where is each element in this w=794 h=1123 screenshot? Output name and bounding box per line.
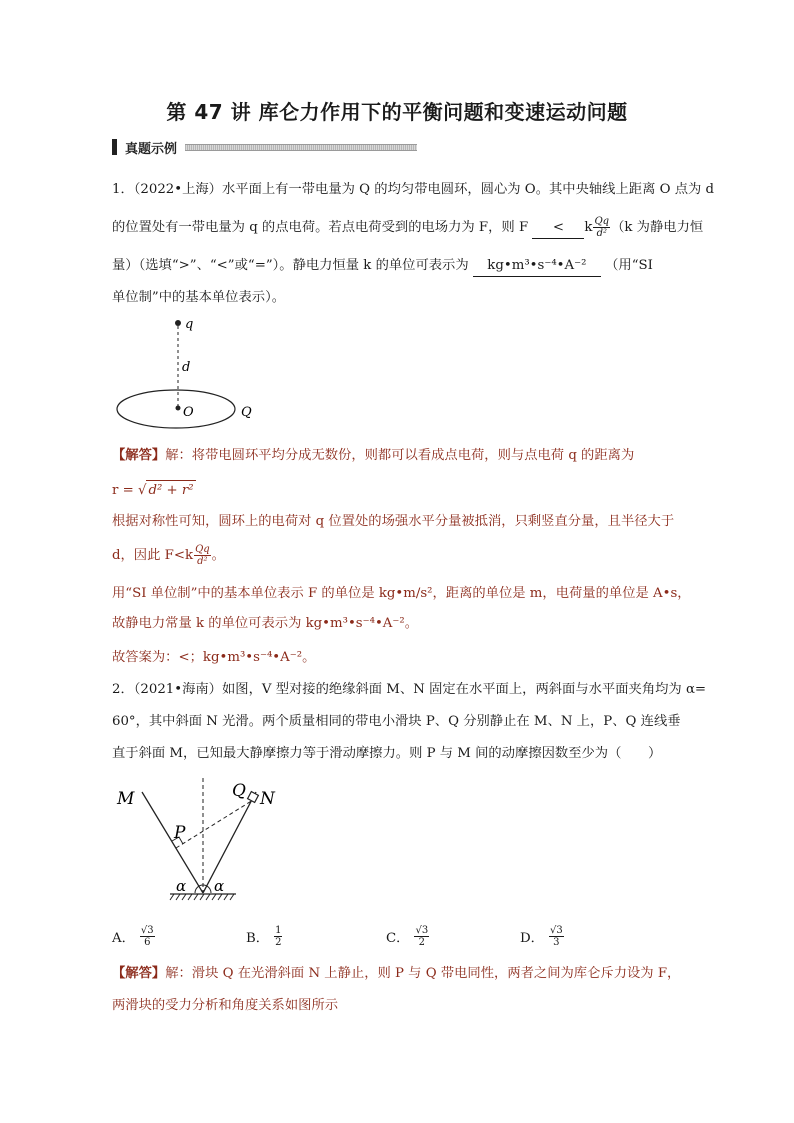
q1-answer-line-4 xyxy=(112,544,225,567)
q1-answer-r: r = xyxy=(112,483,134,498)
q2-option-A-num: √3 xyxy=(140,925,154,936)
q2-label-Q: Q xyxy=(232,781,246,801)
q1-line-3-a: 量）（选填“>”、“<”或“=”）。静电力恒量 k 的单位可表示为 xyxy=(112,258,469,273)
q1-label-Q: Q xyxy=(241,405,252,420)
q2-option-D-num: √3 xyxy=(549,925,563,936)
q2-option-D-label: D． xyxy=(520,931,544,946)
q2-incline-N xyxy=(203,792,256,893)
q1-center-point xyxy=(176,406,181,411)
section-rule xyxy=(185,144,417,151)
q1-k: k xyxy=(584,220,593,235)
q1-line-2-a: 的位置处有一带电量为 q 的点电荷。若点电荷受到的电场力为 F，则 F xyxy=(112,220,529,235)
q2-ground-hatch xyxy=(170,894,234,900)
q2-option-B-num: 1 xyxy=(275,925,282,936)
q2-option-A[interactable] xyxy=(112,925,156,948)
section-header xyxy=(112,138,417,156)
q2-answer-tag: 【解答】 xyxy=(112,966,166,981)
q1-answer-4b: 。 xyxy=(211,548,225,563)
q2-option-B[interactable] xyxy=(246,925,283,948)
q2-option-A-den: 6 xyxy=(144,937,151,948)
q2-block-Q xyxy=(248,792,259,803)
q2-option-D-value xyxy=(549,925,564,948)
q1-line-2-b: （k 为静电力恒 xyxy=(611,220,704,235)
q2-label-N: N xyxy=(260,789,275,809)
q1-answer-fraction xyxy=(194,544,211,567)
section-label: 真题示例 xyxy=(125,141,178,157)
q1-answer-1: 解：将带电圆环平均分成无数份，则都可以看成点电荷，则与点电荷 q 的距离为 xyxy=(165,448,635,463)
q2-line-1: 2．（2021•海南）如图，V 型对接的绝缘斜面 M、N 固定在水平面上，两斜面与水平面夹角均为 α= xyxy=(112,682,707,697)
q2-option-A-label: A． xyxy=(112,931,135,946)
q1-frac-num: Qq xyxy=(594,216,610,227)
section-bar xyxy=(112,139,117,155)
q2-option-D[interactable] xyxy=(520,925,565,948)
q2-option-A-value xyxy=(140,925,155,948)
q1-answer-4a: d，因此 F<k xyxy=(112,548,194,563)
q2-option-B-label: B． xyxy=(246,931,270,946)
q2-line-2: 60°，其中斜面 N 光滑。两个质量相同的带电小滑块 P、Q 分别静止在 M、N 上，P、Q 连线垂 xyxy=(112,714,681,729)
q1-answer-frac-den: d² xyxy=(197,556,208,567)
q1-line-3-b: （用“SI xyxy=(605,258,653,273)
q2-option-B-value xyxy=(274,925,282,948)
q1-label-q: q xyxy=(185,317,194,332)
q1-figure xyxy=(112,312,272,430)
q1-answer-line-3: 根据对称性可知，圆环上的电荷对 q 位置处的场强水平分量被抵消，只剩竖直分量，且半径大于 xyxy=(112,514,675,529)
q2-label-alpha-right: α xyxy=(214,877,225,895)
q2-figure xyxy=(112,774,292,904)
q2-label-M: M xyxy=(117,789,135,809)
q1-answer-tag: 【解答】 xyxy=(112,448,166,463)
q1-charge-point xyxy=(175,320,181,326)
q2-incline-M xyxy=(142,792,203,893)
q2-option-C-value xyxy=(414,925,429,948)
q1-answer-line-6: 故静电力常量 k 的单位可表示为 kg•m³•s⁻⁴•A⁻²。 xyxy=(112,616,419,631)
q1-frac-den: d² xyxy=(596,228,607,239)
page-title: 第 47 讲 库仑力作用下的平衡问题和变速运动问题 xyxy=(166,100,628,124)
q2-option-C[interactable] xyxy=(386,925,430,948)
q1-fraction xyxy=(593,216,610,239)
q1-line-2 xyxy=(112,216,703,239)
q1-answer-frac-num: Qq xyxy=(195,544,210,555)
q2-line-3: 直于斜面 M，已知最大静摩擦力等于滑动摩擦力。则 P 与 M 间的动摩擦因数至少为（ ） xyxy=(112,746,662,761)
q2-answer-line-2: 两滑块的受力分析和角度关系如图所示 xyxy=(112,998,339,1013)
q2-label-P: P xyxy=(174,823,186,843)
q1-line-3 xyxy=(112,256,653,277)
q2-answer-line-1 xyxy=(112,964,680,984)
q2-option-C-num: √3 xyxy=(415,925,429,936)
q1-label-d: d xyxy=(182,360,191,375)
q2-option-D-den: 3 xyxy=(553,937,560,948)
q2-answer-1: 解：滑块 Q 在光滑斜面 N 上静止，则 P 与 Q 带电同性，两者之间为库仑斥力设为 F， xyxy=(165,966,681,981)
q1-blank-1: < xyxy=(532,218,584,239)
q1-answer-line-7: 故答案为：<；kg•m³•s⁻⁴•A⁻²。 xyxy=(112,650,316,665)
q1-label-O: O xyxy=(183,405,194,420)
q2-option-B-den: 2 xyxy=(275,937,282,948)
q1-line-1: 1．（2022•上海）水平面上有一带电量为 Q 的均匀带电圆环，圆心为 O。其中央轴线上距离 O 点为 d xyxy=(112,182,715,197)
q1-answer-line-5: 用“SI 单位制”中的基本单位表示 F 的单位是 kg•m/s²，距离的单位是 m，电荷量的单位是 A•s， xyxy=(112,586,691,601)
q1-answer-line-2: r = √ d² + r² xyxy=(112,480,196,501)
q2-PQ-dashed xyxy=(176,800,253,848)
q1-answer-sqrt: d² + r² xyxy=(146,480,195,501)
q2-option-C-den: 2 xyxy=(418,937,426,948)
q1-answer-line-1 xyxy=(112,446,634,466)
q2-option-C-label: C． xyxy=(386,931,410,946)
q1-blank-2: kg•m³•s⁻⁴•A⁻² xyxy=(473,256,601,277)
q2-label-alpha-left: α xyxy=(176,877,187,895)
q1-line-4: 单位制”中的基本单位表示）。 xyxy=(112,290,286,305)
